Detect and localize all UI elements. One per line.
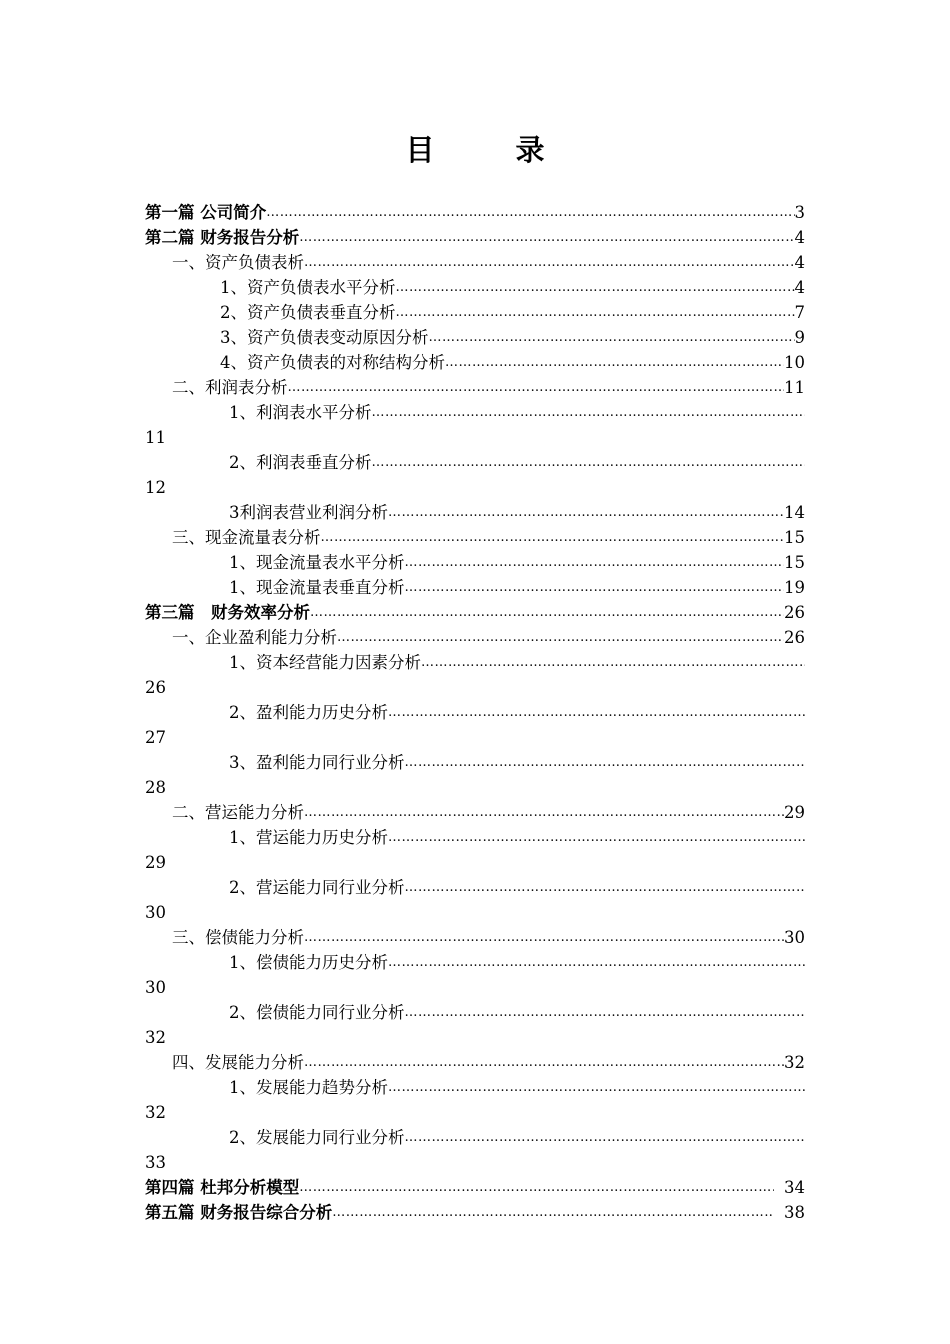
toc-entry[interactable] <box>145 225 805 250</box>
toc-entry[interactable] <box>145 375 805 400</box>
toc-dot-leader <box>304 1050 784 1075</box>
toc-entry-label: 2、发展能力同行业分析 <box>229 1128 405 1147</box>
toc-entry-line <box>145 1200 805 1225</box>
toc-entry-page: 29 <box>145 853 166 872</box>
toc-entry-line <box>145 275 805 300</box>
toc-entry-label: 1、营运能力历史分析 <box>229 828 388 847</box>
toc-entry[interactable] <box>145 525 805 550</box>
toc-entry-page: 30 <box>784 928 805 947</box>
toc-entry[interactable] <box>145 950 805 1000</box>
toc-entry-label: 1、资产负债表水平分析 <box>220 278 396 297</box>
toc-entry[interactable] <box>145 300 805 325</box>
toc-entry-label: 三、偿债能力分析 <box>172 928 304 947</box>
toc-entry-page: 26 <box>145 678 166 697</box>
toc-entry-page: 3 <box>794 203 805 222</box>
toc-entry[interactable] <box>145 575 805 600</box>
toc-entry[interactable] <box>145 250 805 275</box>
toc-entry-label: 1、利润表水平分析 <box>229 403 372 422</box>
toc-entry-label: 一、企业盈利能力分析 <box>172 628 337 647</box>
toc-entry-label: 1、现金流量表垂直分析 <box>229 578 405 597</box>
toc-dot-leader <box>405 550 785 575</box>
toc-entry[interactable] <box>145 625 805 650</box>
toc-entry[interactable] <box>145 550 805 575</box>
toc-entry-label: 1、现金流量表水平分析 <box>229 553 405 572</box>
toc-entry-line <box>145 1175 805 1200</box>
toc-dot-leader <box>429 325 795 350</box>
toc-entry-label: 2、盈利能力历史分析 <box>229 703 388 722</box>
toc-entry[interactable] <box>145 275 805 300</box>
toc-entry-page: 14 <box>784 503 805 522</box>
toc-entry-page: 29 <box>784 803 805 822</box>
toc-entry[interactable] <box>145 700 805 750</box>
toc-entry-page: 32 <box>145 1028 166 1047</box>
toc-entry-line <box>145 525 805 550</box>
toc-entry-line <box>145 225 805 250</box>
toc-dot-leader <box>405 875 806 900</box>
toc-dot-leader <box>310 600 784 625</box>
toc-entry-line <box>145 625 805 650</box>
toc-entry-page: 28 <box>145 778 166 797</box>
toc-entry-label: 二、营运能力分析 <box>172 803 304 822</box>
toc-dot-leader <box>332 1200 774 1225</box>
toc-entry[interactable] <box>145 875 805 925</box>
toc-dot-leader <box>396 300 795 325</box>
toc-entry-label: 4、资产负债表的对称结构分析 <box>220 353 445 372</box>
toc-entry-page: 30 <box>145 903 166 922</box>
toc-dot-leader <box>405 1000 806 1025</box>
toc-entry[interactable] <box>145 600 805 625</box>
toc-entry-label: 第三篇 财务效率分析 <box>145 603 310 622</box>
toc-entry[interactable] <box>145 500 805 525</box>
toc-entry-label: 3利润表营业利润分析 <box>229 503 388 522</box>
toc-entry[interactable] <box>145 1125 805 1175</box>
toc-entry[interactable] <box>145 800 805 825</box>
toc-entry[interactable] <box>145 1075 805 1125</box>
toc-entry-label: 第二篇 财务报告分析 <box>145 228 300 247</box>
toc-entry-page: 19 <box>784 578 805 597</box>
toc-entry-page: 7 <box>794 303 805 322</box>
toc-dot-leader <box>304 925 784 950</box>
toc-entry-line <box>145 325 805 350</box>
toc-entry-label: 2、利润表垂直分析 <box>229 453 372 472</box>
toc-entry[interactable] <box>145 650 805 700</box>
toc-entry-label: 2、资产负债表垂直分析 <box>220 303 396 322</box>
toc-entry-page: 30 <box>145 978 166 997</box>
table-of-contents <box>145 200 805 1225</box>
toc-entry-page: 32 <box>145 1103 166 1122</box>
toc-dot-leader <box>405 750 806 775</box>
toc-entry-label: 一、资产负债表析 <box>172 253 304 272</box>
toc-entry-label: 四、发展能力分析 <box>172 1053 304 1072</box>
toc-entry-page: 34 <box>784 1178 805 1197</box>
toc-entry-line <box>145 1125 805 1150</box>
toc-entry[interactable] <box>145 325 805 350</box>
toc-entry[interactable] <box>145 925 805 950</box>
toc-dot-leader <box>372 450 806 475</box>
toc-entry-line <box>145 925 805 950</box>
toc-entry-label: 2、偿债能力同行业分析 <box>229 1003 405 1022</box>
toc-dot-leader <box>388 700 805 725</box>
toc-entry-line <box>145 650 805 675</box>
toc-entry[interactable] <box>145 1000 805 1050</box>
toc-dot-leader <box>304 250 795 275</box>
toc-dot-leader <box>421 650 805 675</box>
toc-dot-leader <box>388 950 805 975</box>
toc-entry[interactable] <box>145 350 805 375</box>
toc-dot-leader <box>388 825 805 850</box>
toc-entry-line <box>145 750 805 775</box>
toc-dot-leader <box>396 275 795 300</box>
toc-entry[interactable] <box>145 1200 805 1225</box>
toc-dot-leader <box>405 1125 806 1150</box>
toc-dot-leader <box>372 400 806 425</box>
toc-entry-line <box>145 250 805 275</box>
toc-entry-line <box>145 1000 805 1025</box>
toc-entry-line <box>145 500 805 525</box>
toc-entry-line <box>145 450 805 475</box>
toc-entry-page: 4 <box>794 253 805 272</box>
toc-entry-page: 4 <box>794 278 805 297</box>
toc-entry-page: 33 <box>145 1153 166 1172</box>
toc-entry-line <box>145 950 805 975</box>
toc-dot-leader <box>288 375 785 400</box>
toc-dot-leader <box>304 800 784 825</box>
toc-entry-page: 9 <box>794 328 805 347</box>
toc-entry-line <box>145 575 805 600</box>
toc-entry-page: 15 <box>784 528 805 547</box>
toc-dot-leader <box>337 625 784 650</box>
toc-entry[interactable] <box>145 1050 805 1075</box>
toc-entry-label: 1、偿债能力历史分析 <box>229 953 388 972</box>
toc-dot-leader <box>388 500 784 525</box>
toc-entry-label: 第五篇 财务报告综合分析 <box>145 1203 333 1222</box>
toc-entry-page: 15 <box>784 553 805 572</box>
toc-entry-label: 1、资本经营能力因素分析 <box>229 653 421 672</box>
toc-entry-label: 二、利润表分析 <box>172 378 288 397</box>
toc-entry[interactable] <box>145 450 805 500</box>
toc-entry-page: 26 <box>784 628 805 647</box>
toc-entry-line <box>145 350 805 375</box>
toc-entry-label: 1、发展能力趋势分析 <box>229 1078 388 1097</box>
toc-entry-line <box>145 550 805 575</box>
toc-dot-leader <box>321 525 785 550</box>
toc-entry-line <box>145 1050 805 1075</box>
toc-entry-page: 11 <box>145 428 166 447</box>
toc-entry-label: 3、资产负债表变动原因分析 <box>220 328 429 347</box>
page-title: 目 录 <box>405 133 571 167</box>
toc-entry-line <box>145 200 805 225</box>
toc-entry-label: 三、现金流量表分析 <box>172 528 321 547</box>
toc-entry[interactable] <box>145 200 805 225</box>
toc-entry-label: 3、盈利能力同行业分析 <box>229 753 405 772</box>
toc-entry-line <box>145 825 805 850</box>
toc-entry-line <box>145 300 805 325</box>
toc-dot-leader <box>405 575 785 600</box>
toc-entry[interactable] <box>145 1175 805 1200</box>
toc-entry-page: 27 <box>145 728 166 747</box>
toc-dot-leader <box>266 200 794 225</box>
toc-entry-page: 12 <box>145 478 166 497</box>
toc-entry-line <box>145 400 805 425</box>
toc-entry-page: 38 <box>784 1203 805 1222</box>
toc-entry[interactable] <box>145 750 805 800</box>
toc-entry-label: 第四篇 杜邦分析模型 <box>145 1178 300 1197</box>
toc-dot-leader <box>445 350 784 375</box>
toc-entry-line <box>145 600 805 625</box>
toc-entry-page: 10 <box>784 353 805 372</box>
toc-dot-leader <box>299 1175 774 1200</box>
toc-entry-label: 第一篇 公司简介 <box>145 203 267 222</box>
toc-entry-page: 4 <box>794 228 805 247</box>
toc-entry[interactable] <box>145 400 805 450</box>
toc-entry-page: 26 <box>784 603 805 622</box>
toc-dot-leader <box>299 225 794 250</box>
toc-entry-line <box>145 875 805 900</box>
toc-entry-line <box>145 375 805 400</box>
toc-entry-page: 11 <box>784 378 805 397</box>
toc-entry-line <box>145 700 805 725</box>
toc-entry[interactable] <box>145 825 805 875</box>
toc-entry-page: 32 <box>784 1053 805 1072</box>
toc-dot-leader <box>388 1075 805 1100</box>
toc-entry-label: 2、营运能力同行业分析 <box>229 878 405 897</box>
toc-entry-line <box>145 1075 805 1100</box>
toc-entry-line <box>145 800 805 825</box>
